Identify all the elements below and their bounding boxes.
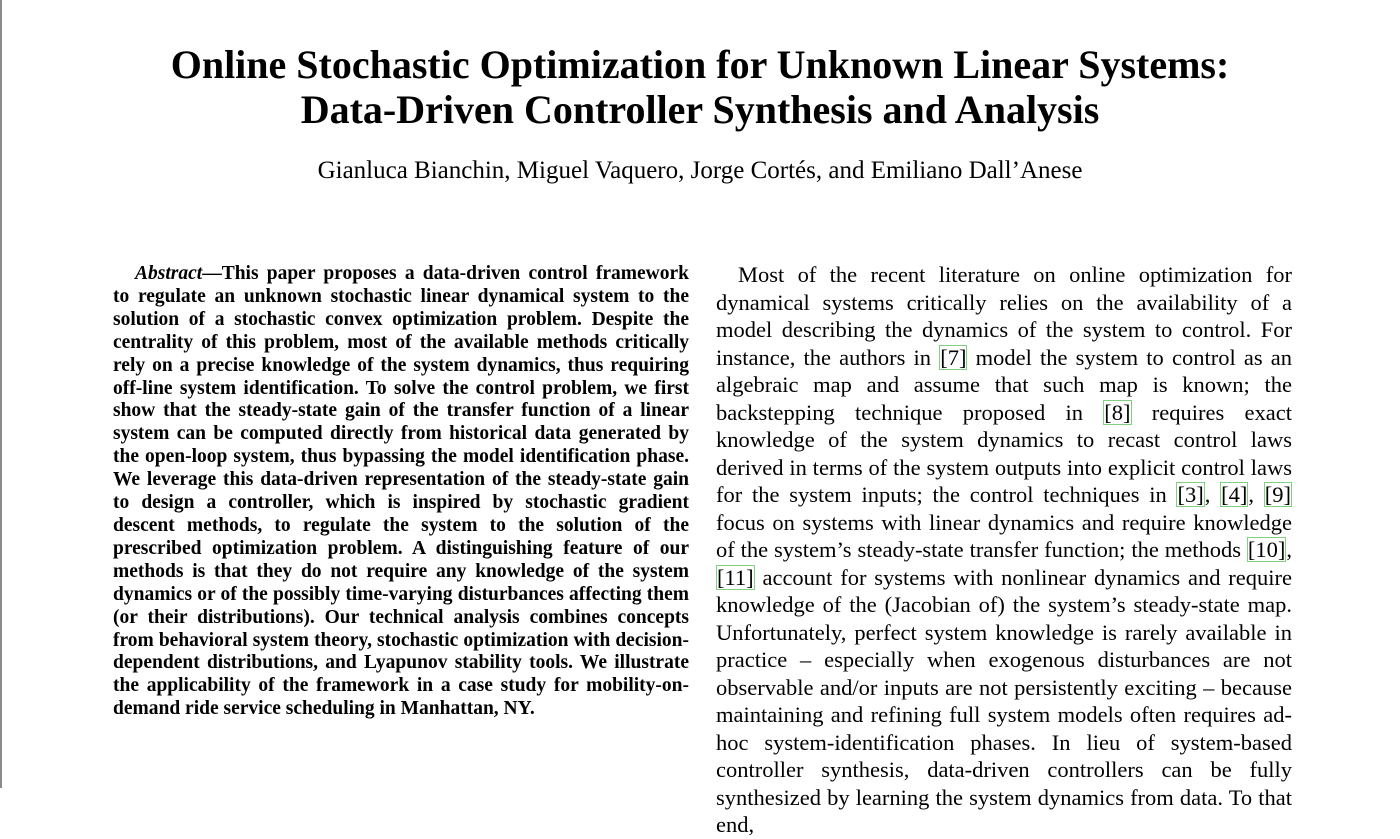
- citation-link-9[interactable]: [9]: [1264, 482, 1292, 507]
- introduction-paragraph: [716, 261, 1292, 837]
- abstract-text: —This paper proposes a data-driven control framework to regulate an unknown stochastic linear dynamical system to the solution of a stochastic convex optimization problem. Despite the centrality of this problem, most of the available methods critically rely on a precise knowledge of the system dynamics, thus requiring off-line system identification. To solve the control problem, we first show that the steady-state gain of the transfer function of a linear system can be computed directly from historical data generated by the open-loop system, thus bypassing the model identification phase. We leverage this data-driven representation of the steady-state gain to design a controller, which is inspired by stochastic gradient descent methods, to regulate the system to the solution of the prescribed optimization problem. A distinguishing feature of our methods is that they do not require any knowledge of the system dynamics or of the possibly time-varying disturbances affecting them (or their distributions). Our technical analysis combines concepts from behavioral system theory, stochastic optimization with decision-dependent distributions, and Lyapunov stability tools. We illustrate the applicability of the framework in a case study for mobility-on-demand ride service scheduling in Manhattan, NY.: [113, 263, 689, 720]
- citation-link-4[interactable]: [4]: [1221, 482, 1248, 507]
- citation-link-11[interactable]: [11]: [717, 564, 754, 590]
- author-list: Gianluca Bianchin, Miguel Vaquero, Jorge Cortés, and Emiliano Dall’Anese: [317, 157, 1083, 184]
- citation-link-3[interactable]: [3]: [1177, 482, 1204, 507]
- abstract: [113, 263, 689, 721]
- intro-text-4: focus on systems with linear dynamics and require knowledge of the system’s steady-state transfer function; the methods: [716, 509, 1292, 562]
- intro-sep-1: ,: [1204, 482, 1221, 507]
- intro-sep-3: ,: [1286, 537, 1292, 562]
- title-line-1: Online Stochastic Optimization for Unknown Linear Systems:: [170, 42, 1230, 87]
- citation-link-7[interactable]: [7]: [940, 344, 967, 370]
- abstract-label: Abstract: [135, 263, 203, 284]
- paper-title: [0, 42, 1400, 132]
- citation-link-10[interactable]: [10]: [1247, 537, 1286, 562]
- intro-text-5: account for systems with nonlinear dynamics and require knowledge of the (Jacobian of) the system’s steady-state map. Unfortunately, perfect system knowledge is rarely available in practice – especially when exogenous disturbances are not observable and/or inputs are not persistently exciting – because maintaining and refining full system models often requires ad-hoc system-identification phases. In lieu of system-based controller synthesis, data-driven controllers can be fully synthesized by learning the system dynamics from data. To that end,: [716, 564, 1292, 837]
- title-line-2: Data-Driven Controller Synthesis and Analysis: [300, 87, 1100, 132]
- intro-sep-2: ,: [1248, 482, 1264, 507]
- intro-text-3: requires exact knowledge of the system dynamics to recast control laws derived in terms of the system outputs into explicit control laws for the system inputs; the control techniques in: [716, 399, 1292, 507]
- intro-text-1: Most of the recent literature on online optimization for dynamical systems critically relies on the availability of a model describing the dynamics of the system to control. For instance, the authors in: [716, 262, 1292, 370]
- citation-link-8[interactable]: [8]: [1104, 399, 1131, 425]
- intro-text-2: model the system to control as an algebraic map and assume that such map is known; the backstepping technique proposed in: [716, 344, 1292, 425]
